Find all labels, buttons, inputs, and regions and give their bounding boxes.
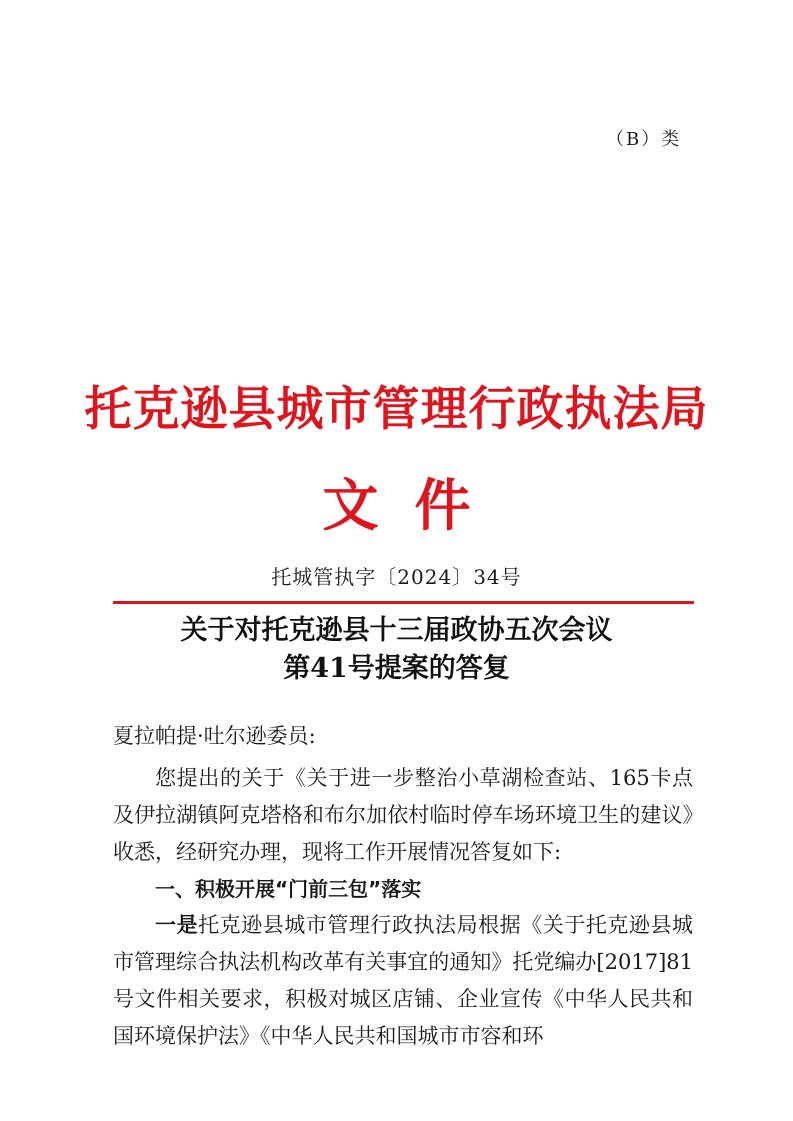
subject-line-2: 第41号提案的答复 bbox=[283, 653, 510, 684]
section-heading-1: 一、积极开展“门前三包”落实 bbox=[155, 877, 422, 901]
paragraph-text: 托克逊县城市管理行政执法局根据《关于托克逊县城市管理综合执法机构改革有关事宜的通知》托党编办[2017]81号文件相关要求，积极对城区店铺、企业宣传《中华人民共和国环境保护法》《中华人民共和国城市市容和环 bbox=[113, 913, 694, 1048]
salutation: 夏拉帕提·吐尔逊委员: bbox=[113, 724, 316, 748]
red-divider-line bbox=[113, 601, 694, 604]
document-type-title: 文件 bbox=[322, 473, 507, 539]
body-paragraph-2 bbox=[113, 907, 693, 1055]
agency-title: 托克逊县城市管理行政执法局 bbox=[84, 382, 709, 437]
document-number: 托城管执字〔2024〕34号 bbox=[271, 565, 522, 589]
body-paragraph-1: 您提出的关于《关于进一步整治小草湖检查站、165卡点及伊拉湖镇阿克塔格和布尔加依村临时停车场环境卫生的建议》收悉，经研究办理，现将工作开展情况答复如下: bbox=[113, 766, 693, 864]
paragraph-lead: 一是 bbox=[155, 913, 199, 937]
subject-line-1: 关于对托克逊县十三届政协五次会议 bbox=[180, 615, 613, 646]
classification-label: （B）类 bbox=[606, 129, 682, 150]
subject-heading bbox=[0, 612, 793, 688]
